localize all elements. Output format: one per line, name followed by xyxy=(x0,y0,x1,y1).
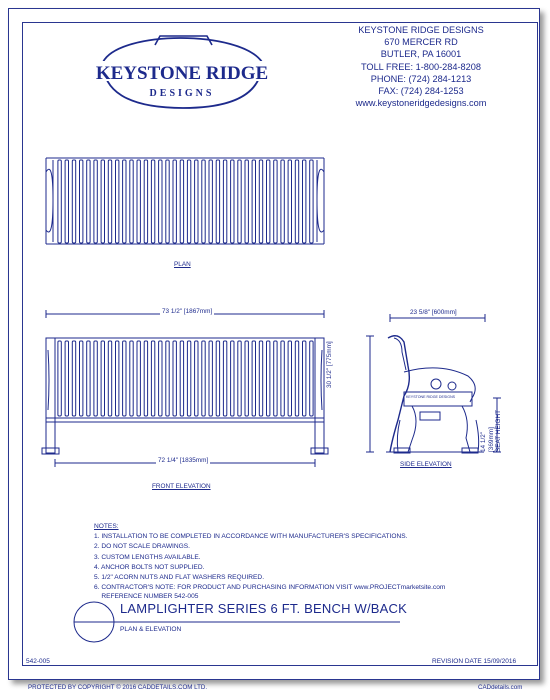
front-slat xyxy=(130,341,133,416)
note-item: 5. 1/2" ACORN NUTS AND FLAT WASHERS REQUIRED. xyxy=(94,574,265,582)
front-slat xyxy=(180,341,183,416)
front-slat xyxy=(116,341,119,416)
notes-block xyxy=(94,522,445,600)
front-slat xyxy=(252,341,255,416)
front-slat xyxy=(123,341,126,416)
front-slat xyxy=(267,341,270,416)
front-slat xyxy=(231,341,234,416)
front-slat xyxy=(166,341,169,416)
note-item: 4. ANCHOR BOLTS NOT SUPPLIED. xyxy=(94,563,205,571)
plan-slat xyxy=(87,160,90,243)
drawing-reference: 542-005 xyxy=(26,658,50,665)
plan-slat xyxy=(80,160,83,243)
front-slat xyxy=(310,341,313,416)
front-slat xyxy=(80,341,83,416)
plan-slat xyxy=(310,160,313,243)
front-slat xyxy=(259,341,262,416)
copyright-notice: PROTECTED BY COPYRIGHT © 2016 CADDETAILS.COM LTD. xyxy=(28,684,208,691)
front-slat xyxy=(65,341,68,416)
front-slat xyxy=(87,341,90,416)
company-phone: PHONE: (724) 284-1213 xyxy=(370,73,472,84)
front-slat xyxy=(195,341,198,416)
plan-slat xyxy=(137,160,140,243)
plan-slat xyxy=(259,160,262,243)
front-slat xyxy=(303,341,306,416)
front-slat xyxy=(108,341,111,416)
height-dim: 30 1/2" [775mm] xyxy=(326,341,333,388)
plan-slat xyxy=(288,160,291,243)
plan-slat xyxy=(281,160,284,243)
drawing-subtitle: PLAN & ELEVATION xyxy=(120,626,182,633)
company-address-1: 670 MERCER RD xyxy=(384,37,458,48)
plan-slat xyxy=(108,160,111,243)
front-slat xyxy=(72,341,75,416)
note-item: 6. CONTRACTOR'S NOTE: FOR PRODUCT AND PURCHASING INFORMATION VISIT www.PROJECTmarketsite.com xyxy=(94,584,446,592)
plan-slat xyxy=(231,160,234,243)
company-fax: FAX: (724) 284-1253 xyxy=(378,86,464,97)
front-slat xyxy=(58,341,61,416)
front-slat xyxy=(238,341,241,416)
front-elevation-label: FRONT ELEVATION xyxy=(152,483,211,490)
front-slat xyxy=(245,341,248,416)
note-item: 1. INSTALLATION TO BE COMPLETED IN ACCORDANCE WITH MANUFACTURER'S SPECIFICATIONS. xyxy=(94,533,408,541)
plan-slat xyxy=(223,160,226,243)
company-address-2: BUTLER, PA 16001 xyxy=(380,49,462,60)
plan-slat xyxy=(123,160,126,243)
note-item: 2. DO NOT SCALE DRAWINGS. xyxy=(94,543,190,551)
plan-slat xyxy=(252,160,255,243)
plan-slat xyxy=(72,160,75,243)
side-elevation-label: SIDE ELEVATION xyxy=(400,461,452,468)
front-slat xyxy=(274,341,277,416)
front-slat xyxy=(288,341,291,416)
front-slat xyxy=(159,341,162,416)
plan-slat xyxy=(180,160,183,243)
seat-height-dim: 14 1/2" [369mm] SEAT HEIGHT xyxy=(480,409,503,452)
svg-text:DESIGNS: DESIGNS xyxy=(149,88,215,99)
plan-slat xyxy=(101,160,104,243)
front-slat xyxy=(151,341,154,416)
overall-length-dim: 73 1/2" [1867mm] xyxy=(162,308,213,315)
company-block xyxy=(316,24,526,109)
plan-slat xyxy=(295,160,298,243)
front-slat xyxy=(144,341,147,416)
front-slat xyxy=(223,341,226,416)
front-slat xyxy=(137,341,140,416)
front-slat xyxy=(94,341,97,416)
revision-date: REVISION DATE 15/09/2016 xyxy=(432,658,517,665)
plan-slat xyxy=(238,160,241,243)
plan-slat xyxy=(216,160,219,243)
plan-slat xyxy=(274,160,277,243)
seat-length-dim: 72 1/4" [1835mm] xyxy=(158,457,209,464)
plan-slat xyxy=(65,160,68,243)
plan-slat xyxy=(195,160,198,243)
front-slat xyxy=(101,341,104,416)
plan-slat xyxy=(130,160,133,243)
front-slat xyxy=(295,341,298,416)
logo-lettering xyxy=(96,63,268,99)
front-slat xyxy=(202,341,205,416)
svg-text:KEYSTONE RIDGE: KEYSTONE RIDGE xyxy=(95,63,269,84)
plan-slat xyxy=(116,160,119,243)
plan-slat xyxy=(187,160,190,243)
company-name: KEYSTONE RIDGE DESIGNS xyxy=(358,25,484,35)
company-tollfree: TOLL FREE: 1-800-284-8208 xyxy=(360,61,481,72)
plan-slat xyxy=(267,160,270,243)
front-slat xyxy=(209,341,212,416)
company-website[interactable]: www.keystoneridgedesigns.com xyxy=(355,98,487,109)
plan-slat xyxy=(173,160,176,243)
plan-view xyxy=(46,158,324,244)
plan-slat xyxy=(144,160,147,243)
plan-slat xyxy=(159,160,162,243)
front-slat xyxy=(187,341,190,416)
plan-slat xyxy=(166,160,169,243)
note-item: REFERENCE NUMBER 542-005 xyxy=(94,593,199,601)
plan-slat xyxy=(151,160,154,243)
drawing-title: LAMPLIGHTER SERIES 6 FT. BENCH W/BACK xyxy=(120,601,407,616)
depth-dim: 23 5/8" [600mm] xyxy=(410,309,457,316)
plan-slat xyxy=(303,160,306,243)
plan-slat xyxy=(94,160,97,243)
note-item: 3. CUSTOM LENGTHS AVAILABLE. xyxy=(94,553,201,561)
plan-slat xyxy=(202,160,205,243)
caddetails-link[interactable]: CADdetails.com xyxy=(478,684,523,691)
plan-slat xyxy=(245,160,248,243)
notes-header: NOTES: xyxy=(94,523,119,530)
plan-slat xyxy=(209,160,212,243)
plan-slat xyxy=(58,160,61,243)
front-slat xyxy=(173,341,176,416)
front-elevation-view xyxy=(42,310,328,467)
side-plaque-text: KEYSTONE RIDGE DESIGNS xyxy=(406,395,456,399)
front-slat xyxy=(216,341,219,416)
plan-label: PLAN xyxy=(174,261,191,268)
front-slat xyxy=(281,341,284,416)
